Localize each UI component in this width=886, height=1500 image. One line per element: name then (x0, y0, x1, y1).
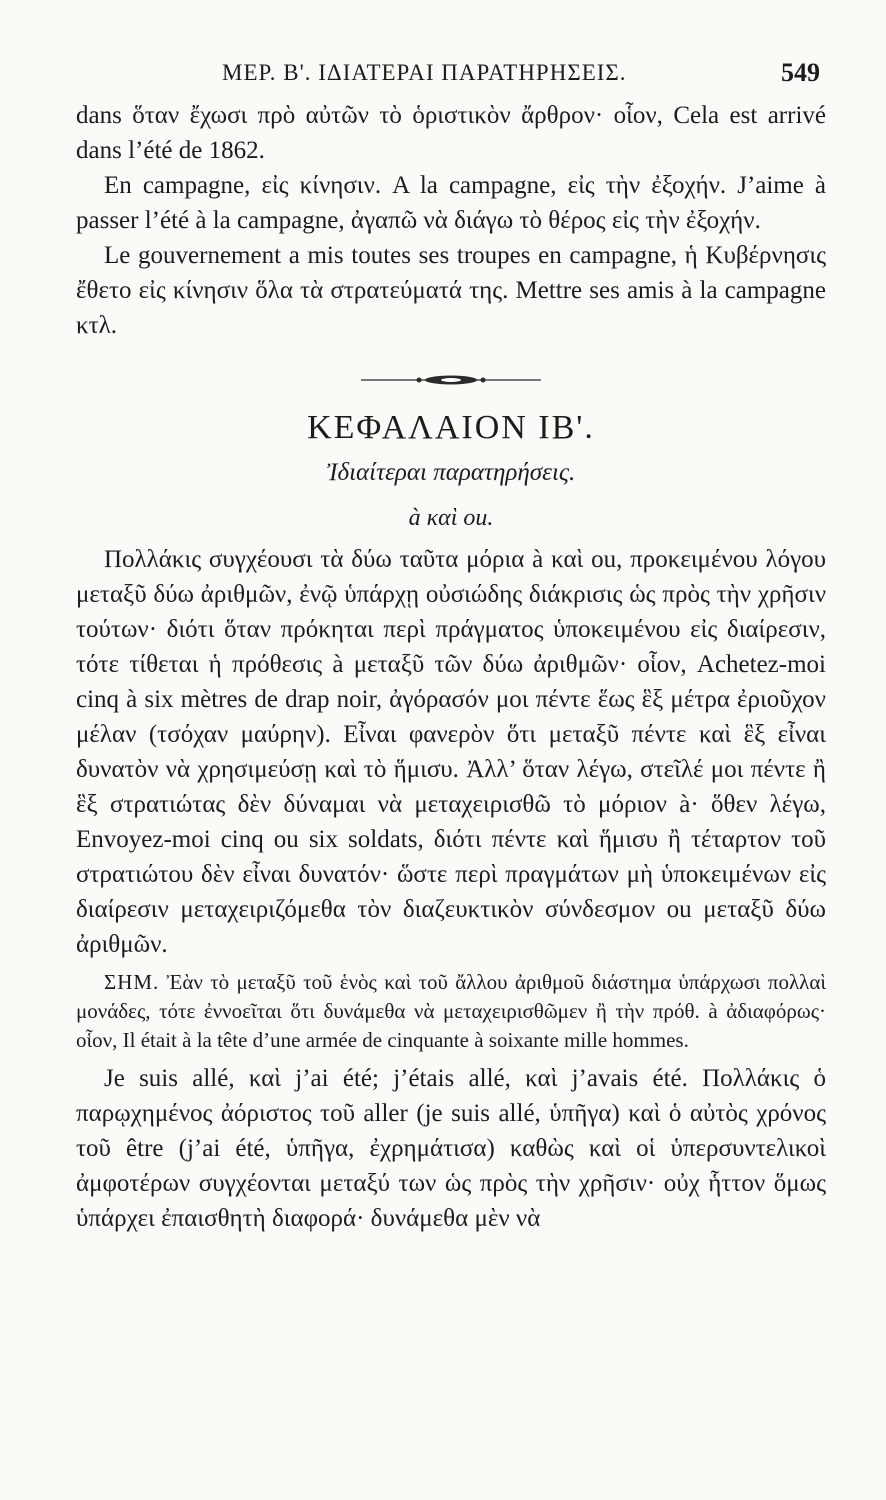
note-paragraph (76, 968, 826, 1055)
note (76, 968, 826, 1055)
ornament-rule (76, 373, 826, 387)
chapter-subtitle: Ἰδιαίτεραι παρατηρήσεις. (326, 459, 576, 486)
section-heading: à καὶ ou. (408, 505, 494, 531)
paragraph: Je suis allé, καὶ j’ai été; j’étais allé, καὶ j’avais été. Πολλάκις ὁ παρῳχημένος ἀόριστος τοῦ aller (je suis allé, ὑπῆγα) καὶ ὁ αὐτὸς χρόνος τοῦ être (j’ai été, ὑπῆγα, ἐχρημάτισα) καθὼς καὶ οἱ ὑπερσυντελικοὶ ἀμφοτέρων συγχέονται μεταξύ των ὡς πρὸς τὴν χρῆσιν· οὐχ ἧττον ὅμως ὑπάρχει ἐπαισθητὴ διαφορά· δυνάμεθα μὲν νὰ (76, 1065, 826, 1232)
running-head (76, 52, 826, 98)
bottom-text (76, 1061, 826, 1236)
note-label: ΣΗΜ. (104, 970, 160, 994)
page-number: 549 (781, 58, 820, 87)
ornament-divider-icon (361, 373, 541, 387)
chapter-title: ΚΕΦΑΛΑΙΟΝ ΙΒ'. (307, 409, 595, 446)
paragraph: dans ὅταν ἔχωσι πρὸ αὐτῶν τὸ ὁριστικὸν ἄρθρον· οἷον, Cela est arrivé dans l’été de 1862. (76, 102, 826, 164)
paragraph: Πολλάκις συγχέουσι τὰ δύω ταῦτα μόρια à καὶ ou, προκειμένου λόγου μεταξῦ δύω ἀριθμῶν, ἐνῷ ὑπάρχῃ οὐσιώδης διάκρισις ὡς πρὸς τὴν χρῆσιν τούτων· διότι ὅταν πρόκηται περὶ πράγματος ὑποκειμένου εἰς διαίρεσιν, τότε τίθεται ἡ πρόθεσις à μεταξῦ τῶν δύω ἀριθμῶν· οἷον, Achetez-moi cinq à six mètres de drap noir, ἀγόρασόν μοι πέντε ἕως ἓξ μέτρα ἐριοῦχον μέλαν (τσόχαν μαύρην). Εἶναι φανερὸν ὅτι μεταξῦ πέντε καὶ ἓξ εἶναι δυνατὸν νὰ χρησιμεύσῃ καὶ τὸ ἥμισυ. Ἀλλ’ ὅταν λέγω, στεῖλέ μοι πέντε ἢ ἓξ στρατιώτας δὲν δύναμαι νὰ μεταχειρισθῶ τὸ μόριον à· ὅθεν λέγω, Envoyez-moi cinq ou six soldats, διότι πέντε καὶ ἥμισυ ἢ τέταρτον τοῦ στρατιώτου δὲν εἶναι δυνατόν· ὥστε περὶ πραγμάτων μὴ ὑποκειμένων εἰς διαίρεσιν μεταχειριζόμεθα τὸν διαζευκτικὸν σύνδεσμον ou μεταξῦ δύω ἀριθμῶν. (76, 546, 826, 958)
running-head-title: ΜΕΡ. Β'. ΙΔΙΑΤΕΡΑΙ ΠΑΡΑΤΗΡΗΣΕΙΣ. (222, 60, 627, 85)
paragraph: En campagne, εἰς κίνησιν. A la campagne, εἰς τὴν ἐξοχήν. J’aime à passer l’été à la campagne, ἀγαπῶ νὰ διάγω τὸ θέρος εἰς τὴν ἐξοχήν. (76, 172, 826, 234)
paragraph: Le gouvernement a mis toutes ses troupes en campagne, ἡ Κυβέρνησις ἔθετο εἰς κίνησιν ὅλα τὰ στρατεύματά της. Mettre ses amis à la campagne κτλ. (76, 242, 826, 339)
top-text (76, 98, 826, 343)
chapter-text (76, 542, 826, 962)
note-text: Ἐὰν τὸ μεταξῦ τοῦ ἑνὸς καὶ τοῦ ἄλλου ἀριθμοῦ διάστημα ὑπάρχωσι πολλαὶ μονάδες, τότε ἐννοεῖται ὅτι δυνάμεθα νὰ μεταχειρισθῶμεν ἢ τὴν πρόθ. à ἀδιαφόρως· οἷον, Il était à la tête d’une armée de cinquante à soixante mille hommes. (76, 970, 826, 1052)
